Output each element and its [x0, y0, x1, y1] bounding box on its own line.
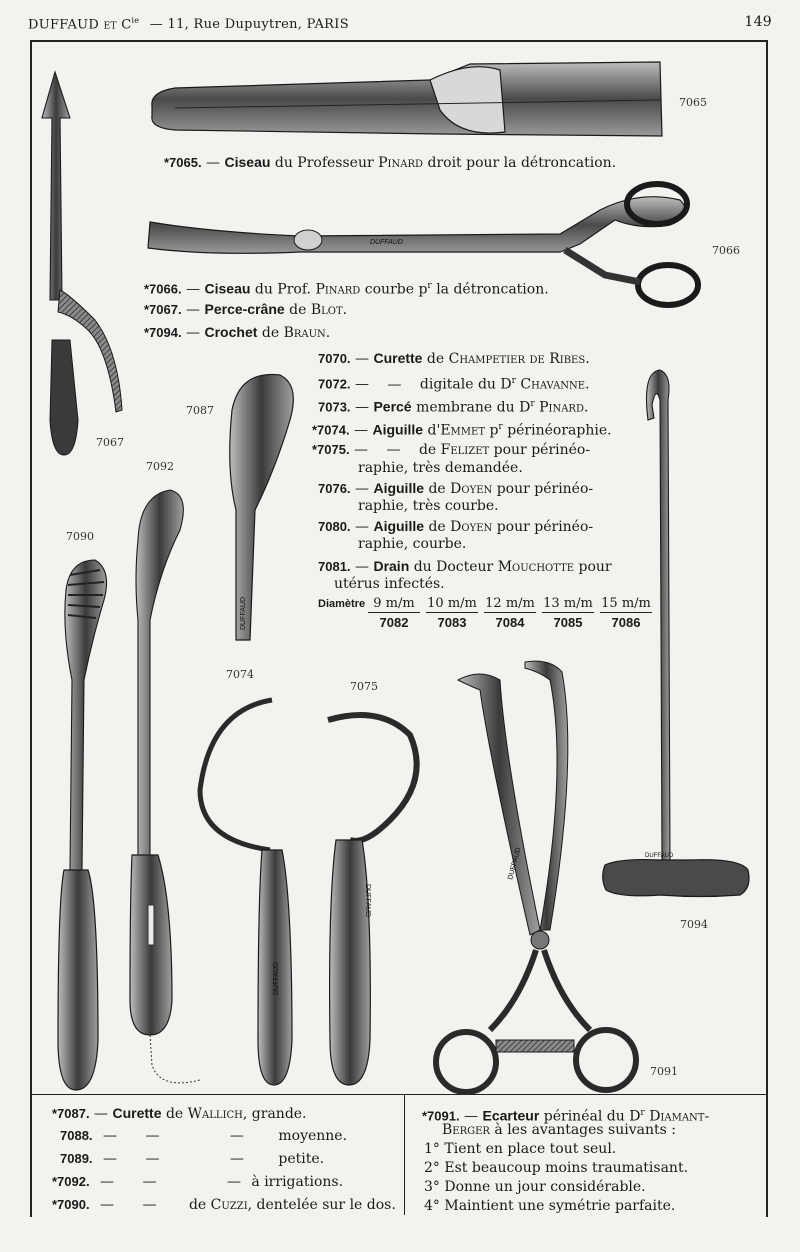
entry-7091-line2: Berger à les avantages suivants :: [442, 1122, 676, 1138]
header-publisher: DUFFAUD et $C^{ie}$ — 11, Rue Dupuytren, PARIS: [28, 16, 349, 33]
label-7075: 7075: [350, 680, 378, 693]
entry-7070: 7070. — Curette de Champetier de Ribes.: [318, 350, 590, 367]
advantage-item: 4° Maintient une symétrie parfaite.: [424, 1198, 676, 1214]
drain-size-cell: 15 m/m 7086: [601, 596, 651, 630]
handle-b-mark: DUFFAUD: [364, 884, 371, 918]
drain-size-cell: 10 m/m 7083: [427, 596, 477, 630]
drain-size-cell: 9 m/m 7082: [368, 596, 420, 630]
instrument-7065-scissors: [152, 62, 707, 136]
entry-7088: 7088. — — — moyenne.: [60, 1128, 348, 1144]
label-7091: 7091: [650, 1065, 678, 1078]
entry-7076-line2: raphie, très courbe.: [358, 498, 499, 514]
retractor-mark: DUFFAUD: [507, 846, 523, 881]
entry-7090: *7090. — — de Cuzzi, dentelée sur le dos.: [52, 1197, 396, 1213]
entry-7089: 7089. — — — petite.: [60, 1151, 325, 1167]
page-number: 149: [744, 14, 772, 30]
label-7087: 7087: [186, 404, 214, 417]
hook-mark: DUFFAUD: [645, 853, 674, 859]
instrument-7092-curette: [130, 490, 200, 1083]
entry-7081-line2: utérus infectés.: [334, 576, 445, 592]
drain-size-cell: 12 m/m 7084: [485, 596, 535, 630]
entry-7075: *7075. — — de Felizet pour périnéo-: [312, 442, 591, 458]
entry-7075-line2: raphie, très demandée.: [358, 460, 523, 476]
label-7066: 7066: [712, 244, 740, 257]
entry-7094: *7094. — Crochet de Braun.: [144, 324, 331, 341]
instrument-7075-needle: [328, 715, 417, 1085]
blade-mark: DUFFAUD: [240, 596, 247, 630]
label-7065: 7065: [679, 96, 707, 109]
advantage-item: 3° Donne un jour considérable.: [424, 1179, 646, 1195]
entry-7074: *7074. — Aiguille d'Emmet $p^r$ périnéoraphie.: [312, 421, 612, 439]
instrument-7067-perce-crane: [42, 72, 124, 455]
instrument-7090-curette: [58, 560, 107, 1090]
entry-7081: 7081. — Drain du Docteur Mouchotte pour: [318, 558, 612, 575]
entry-7073: 7073. — Percé membrane du $D^r$ Pinard.: [318, 398, 589, 416]
instrument-7074-needle: [200, 700, 292, 1085]
entry-7066: *7066. — Ciseau du Prof. Pinard courbe $p^r$ la détroncation.: [144, 280, 549, 298]
entry-7091: *7091. — Ecarteur périnéal du $D^r$ Diamant-: [422, 1107, 710, 1125]
handle-a-mark: DUFFAUD: [273, 961, 280, 995]
entry-7080-line2: raphie, courbe.: [358, 536, 467, 552]
entry-7080: 7080. — Aiguille de Doyen pour périnéo-: [318, 518, 594, 535]
label-7092: 7092: [146, 460, 174, 473]
scissors-mark: DUFFAUD: [370, 239, 403, 246]
label-7094: 7094: [680, 918, 708, 931]
drain-size-cell: 13 m/m 7085: [543, 596, 593, 630]
entry-7072: 7072. — — digitale du $D^r$ Chavanne.: [318, 376, 590, 393]
entry-7092: *7092. — — — à irrigations.: [52, 1174, 344, 1190]
entry-7076: 7076. — Aiguille de Doyen pour périnéo-: [318, 480, 594, 497]
instrument-7094-crochet: [603, 370, 749, 931]
entry-7067: *7067. — Perce-crâne de Blot.: [144, 301, 348, 318]
advantage-item: 1° Tient en place tout seul.: [424, 1141, 617, 1157]
diameter-label: Diamètre: [318, 598, 366, 610]
entry-7087: *7087. — Curette de Wallich, grande.: [52, 1105, 307, 1122]
advantage-item: 2° Est beaucoup moins traumatisant.: [424, 1160, 689, 1176]
label-7067: 7067: [96, 436, 124, 449]
entry-7065: *7065. — Ciseau du Professeur Pinard droit pour la détroncation.: [164, 154, 617, 171]
label-7090: 7090: [66, 530, 94, 543]
label-7074: 7074: [226, 668, 254, 681]
